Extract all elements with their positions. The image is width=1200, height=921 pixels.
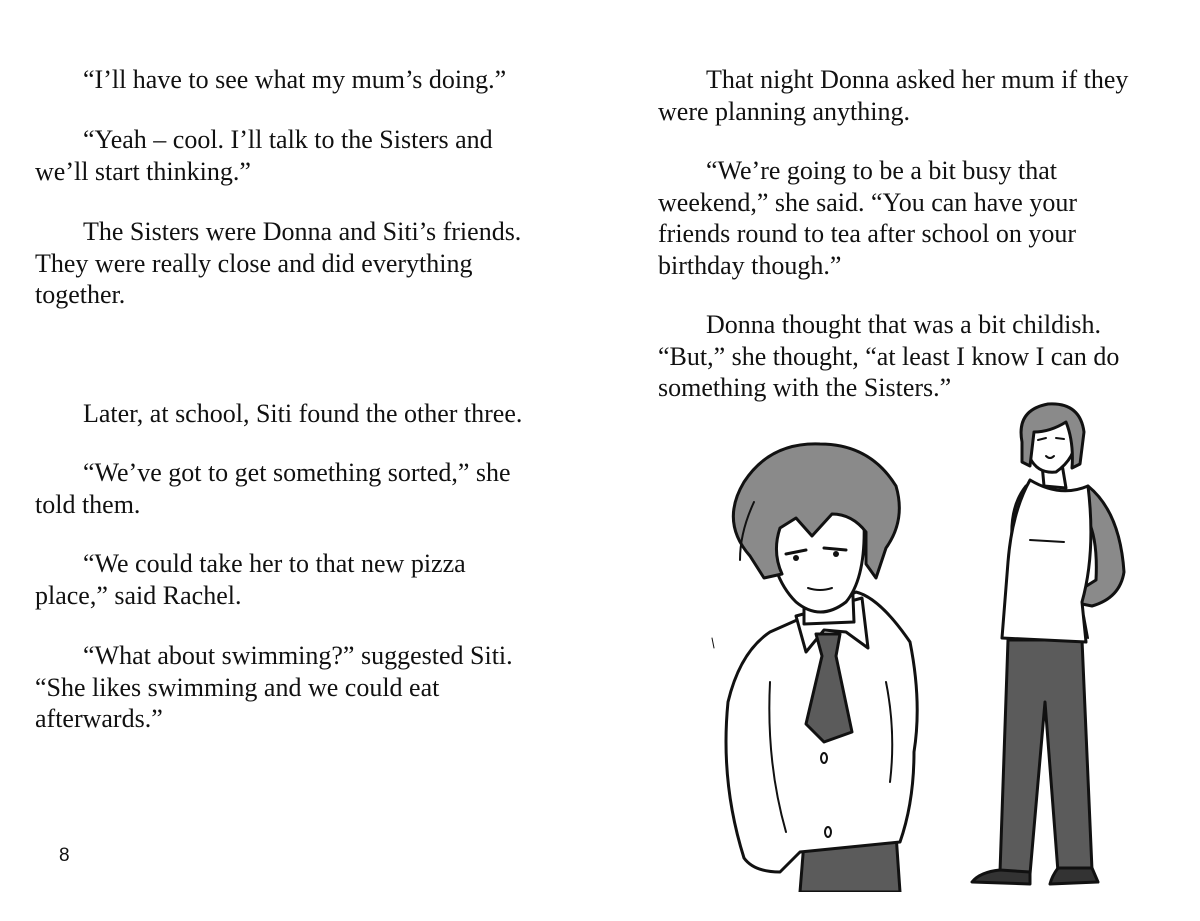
right-paragraph-2: “We’re going to be a bit busy that weekend,” she said. “You can have your friends round to tea after school on your birthday though.” (658, 156, 1078, 280)
left-paragraph-7: “What about swimming?” suggested Siti. “She likes swimming and we could eat afterwards.” (35, 641, 513, 733)
girl-figure (712, 444, 917, 892)
left-paragraph-5: “We’ve got to get something sorted,” she told them. (35, 458, 511, 519)
right-paragraph-1: That night Donna asked her mum if they were planning anything. (658, 65, 1129, 126)
left-paragraph-6: “We could take her to that new pizza place,” said Rachel. (35, 549, 466, 610)
line: we’ll start thinking.” (35, 156, 251, 186)
left-paragraph-2 (35, 124, 493, 187)
illustration-girl-and-mother (700, 402, 1150, 892)
mother-figure (972, 404, 1124, 884)
left-paragraph-1: “I’ll have to see what my mum’s doing.” (83, 65, 507, 94)
left-paragraph-3: The Sisters were Donna and Siti’s friends. They were really close and did everything together. (35, 217, 522, 309)
left-paragraph-4: Later, at school, Siti found the other three. (83, 399, 523, 428)
page-number: 8 (59, 845, 70, 866)
right-paragraph-3: Donna thought that was a bit childish. “But,” she thought, “at least I know I can do something with the Sisters.” (658, 310, 1120, 402)
line: “Yeah – cool. I’ll talk to the Sisters and (83, 125, 493, 154)
